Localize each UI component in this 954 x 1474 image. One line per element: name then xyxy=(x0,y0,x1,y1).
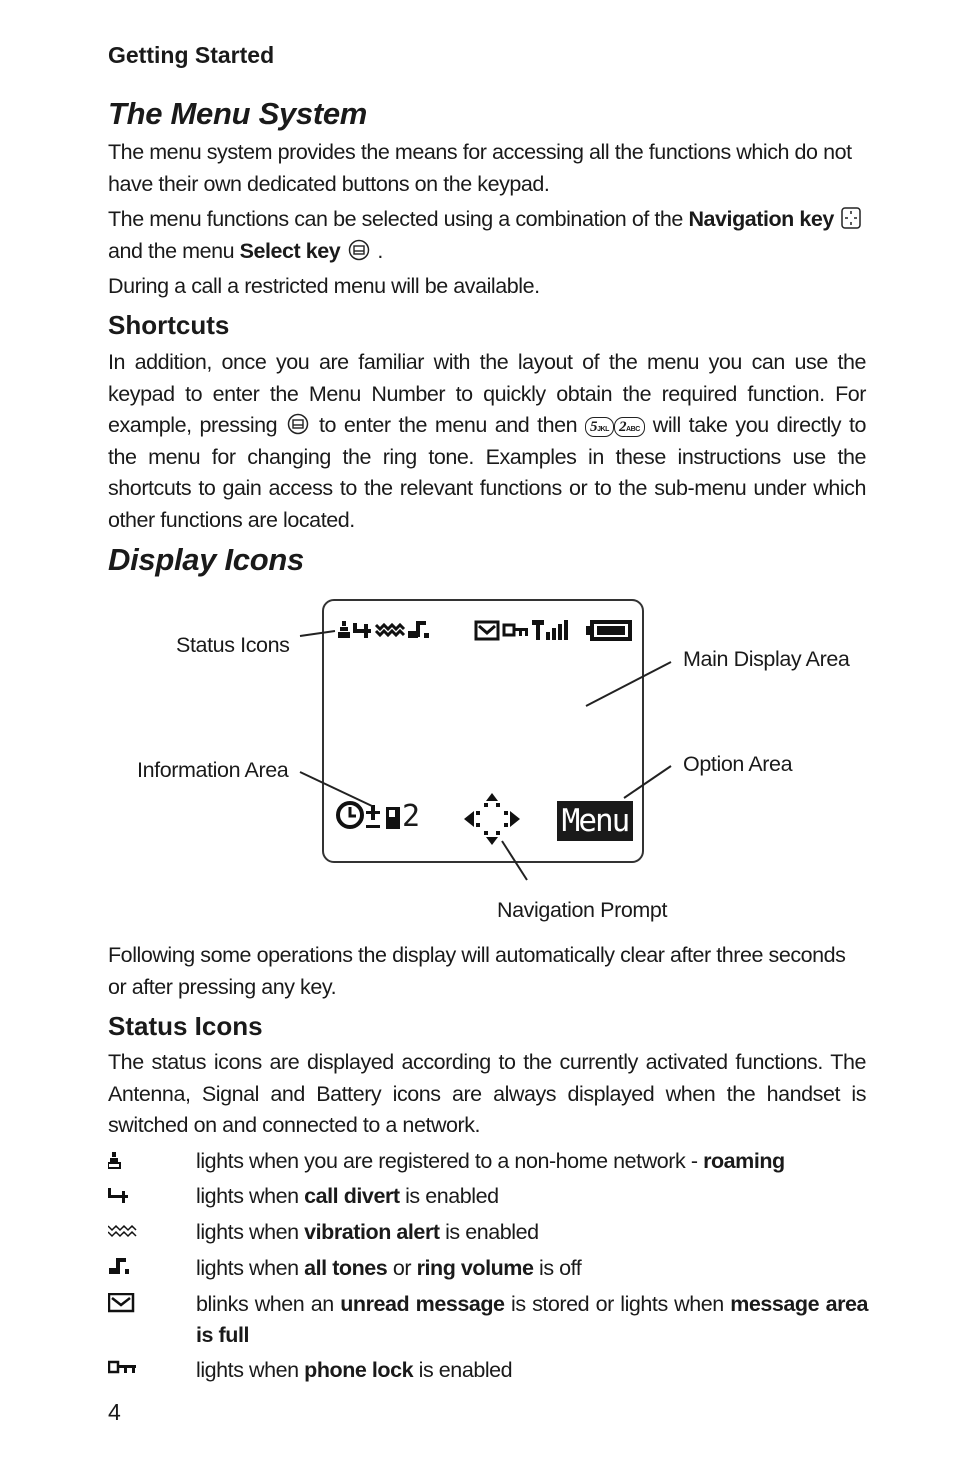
callout-option-area: Option Area xyxy=(683,752,793,776)
roaming-icon xyxy=(338,621,350,638)
vibration-icon xyxy=(376,625,404,635)
antenna-icon xyxy=(532,620,544,640)
callout-status-icons: Status Icons xyxy=(176,633,290,657)
select-key-icon xyxy=(348,239,370,261)
callout-navigation-prompt: Navigation Prompt xyxy=(497,898,668,922)
p2-text-a: The menu functions can be selected using a combination of the xyxy=(108,207,689,231)
info-area-number: 2 xyxy=(402,799,420,834)
section-label: Getting Started xyxy=(108,42,275,68)
navigation-prompt-icon xyxy=(462,791,522,847)
phone-lock-icon xyxy=(108,1359,140,1381)
phone-display xyxy=(322,599,644,863)
navigation-key-label: Navigation key xyxy=(688,207,834,231)
plus-minus-icon xyxy=(366,805,380,828)
battery-icon xyxy=(586,620,632,641)
roaming-icon xyxy=(108,1150,140,1172)
menu-system-title: The Menu System xyxy=(108,96,368,131)
tones-off-icon xyxy=(108,1257,140,1279)
vibration-icon xyxy=(108,1221,140,1243)
shortcuts-paragraph xyxy=(108,347,866,536)
callout-information-area: Information Area xyxy=(137,758,289,782)
shortcuts-heading: Shortcuts xyxy=(108,310,230,340)
navigation-key-icon xyxy=(841,207,861,229)
display-icons-title: Display Icons xyxy=(108,542,304,577)
select-key-label: Select key xyxy=(239,238,341,263)
p2-text-b: and the menu xyxy=(108,238,240,263)
page-number: 4 xyxy=(108,1399,121,1425)
menu-system-paragraph-3: During a call a restricted menu will be available. xyxy=(108,274,540,298)
p2-text-c: . xyxy=(377,238,383,263)
tones-off-icon xyxy=(408,621,429,638)
menu-system-paragraph-2 xyxy=(108,204,866,267)
message-icon xyxy=(108,1293,140,1315)
callout-main-display-area: Main Display Area xyxy=(683,647,850,671)
sim-icon xyxy=(386,807,400,829)
status-icons-intro: The status icons are displayed according to the currently activated functions. The Antenna, Signal and Battery icons are always displayed when the handset is switched on and connected to a network. xyxy=(108,1050,866,1137)
menu-option-label: Menu xyxy=(557,801,633,841)
call-divert-icon xyxy=(353,623,371,638)
phone-lock-icon xyxy=(504,625,528,636)
shortcuts-text-a: In addition, once you are familiar with the layout of the menu you can use the keypad to enter the Menu Number to quickly obtain the required function. For example, pressing xyxy=(108,350,866,437)
display-after-paragraph: Following some operations the display will automatically clear after three seconds or after pressing any key. xyxy=(108,943,846,999)
call-divert-icon xyxy=(108,1185,140,1207)
menu-system-paragraph-1: The menu system provides the means for accessing all the functions which do not have their own dedicated buttons on the keypad. xyxy=(108,140,852,196)
clock-icon xyxy=(338,803,362,827)
shortcuts-text-c: will take you directly to the menu for changing the ring tone. Examples in these instructions use the shortcuts to gain access to the relevant functions or to the sub-menu under which other functions are located. xyxy=(108,413,866,532)
status-icons-row xyxy=(336,617,636,647)
message-icon xyxy=(476,622,498,639)
status-icons-heading: Status Icons xyxy=(108,1011,263,1041)
signal-icon xyxy=(546,620,568,640)
shortcuts-text-b: to enter the menu and then xyxy=(318,413,578,437)
select-key-icon xyxy=(287,413,309,435)
key-2-icon: 2ABC xyxy=(614,417,645,437)
key-5-icon: 5JKL xyxy=(585,417,614,437)
